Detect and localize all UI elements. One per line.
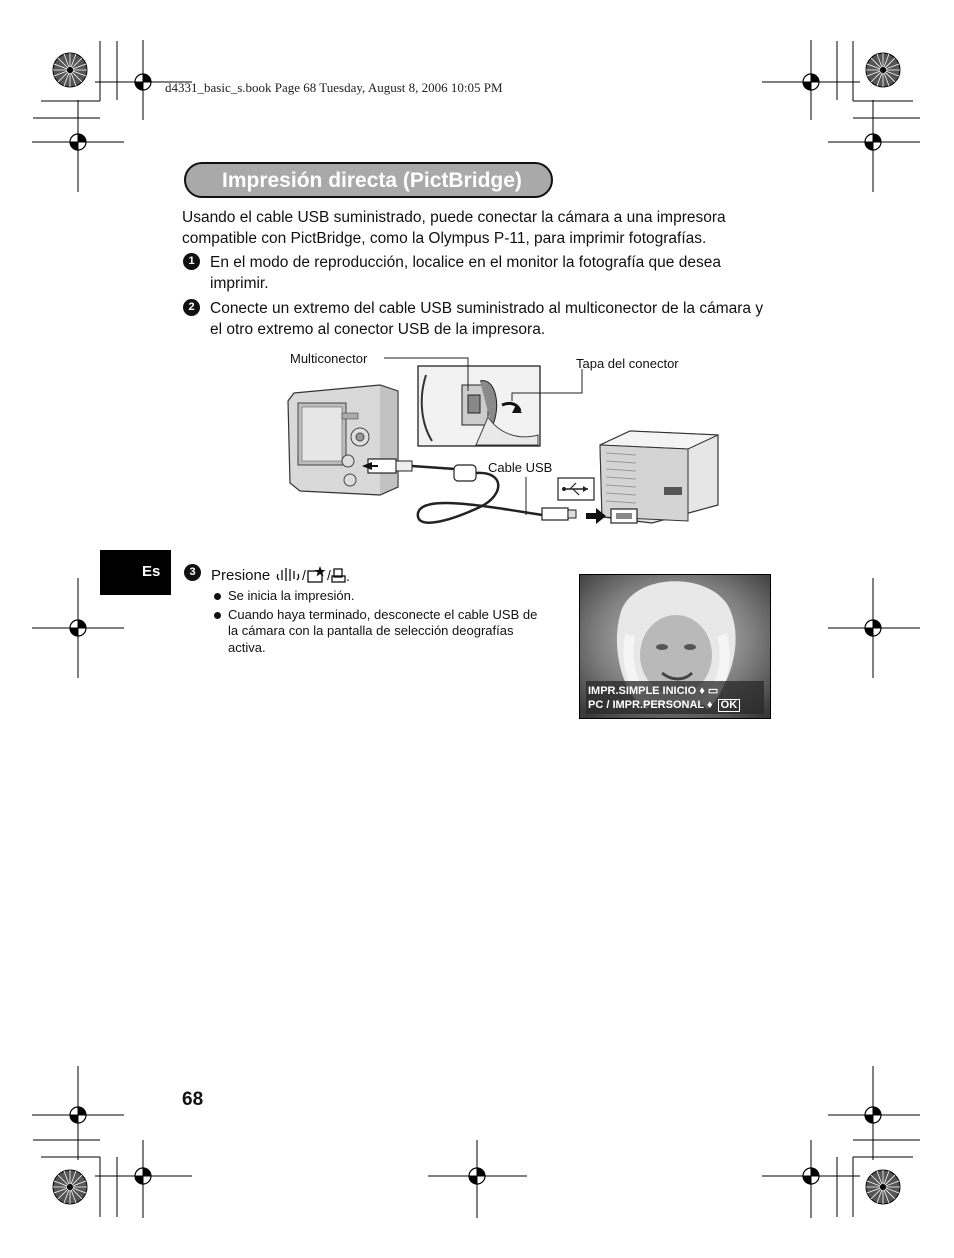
usb-connection-illustration	[280, 345, 740, 535]
step-3-button-icons	[276, 566, 351, 584]
step-number-1: 1	[183, 253, 200, 270]
camera-illustration	[288, 385, 398, 495]
svg-text:/: /	[327, 567, 332, 583]
step-3-line	[211, 566, 351, 584]
connector-zoom-inset	[418, 366, 540, 446]
page-number: 68	[182, 1089, 204, 1110]
svg-text:.: .	[346, 568, 351, 584]
book-info-header: d4331_basic_s.book Page 68 Tuesday, August 8, 2006 10:05 PM	[165, 80, 503, 95]
step-number-3: 3	[184, 564, 201, 581]
intro-paragraph: Usando el cable USB suministrado, puede conectar la cámara a una impresora compatible con PictBridge, como la Olympus P-11, para imprimir fotografías.	[182, 209, 726, 247]
printer-icon	[332, 569, 345, 582]
camera-lcd-preview	[579, 574, 771, 719]
favorite-icon	[308, 566, 326, 582]
section-title-banner	[184, 162, 553, 198]
right-arrow-icon	[586, 508, 637, 524]
list-item: Se inicia la impresión.	[213, 588, 543, 605]
usb-icon	[558, 478, 594, 500]
step-number-2: 2	[183, 299, 200, 316]
svg-text:/: /	[302, 567, 307, 583]
label-multiconector: Multiconector	[290, 351, 368, 366]
step-3-text: Presione	[211, 566, 271, 584]
lcd-line-custom-print: PC / IMPR.PERSONAL ♦ OK	[588, 699, 740, 712]
ok-button-label: OK	[718, 699, 741, 712]
section-title: Impresión directa (PictBridge)	[222, 169, 522, 192]
lcd-menu-bar	[586, 681, 764, 714]
step-2-text: Conecte un extremo del cable USB suministrado al multiconector de la cámara y el otro extremo al conector USB de la impresora.	[210, 300, 764, 338]
printer-icon: ▭	[707, 685, 719, 697]
lcd-line-simple-print: IMPR.SIMPLE INICIO ♦ ▭	[588, 685, 719, 697]
label-cable-usb: Cable USB	[488, 460, 553, 475]
step-3-notes	[213, 588, 543, 658]
step-1-text: En el modo de reproducción, localice en el monitor la fotografía que desea imprimir.	[210, 254, 721, 292]
shake-reduction-icon	[278, 568, 299, 581]
list-item: Cuando haya terminado, desconecte el cable USB de la cámara con la pantalla de selección deografías activa.	[213, 607, 543, 657]
label-tapa-del-conector: Tapa del conector	[576, 356, 679, 371]
language-tab: Es	[100, 550, 171, 595]
